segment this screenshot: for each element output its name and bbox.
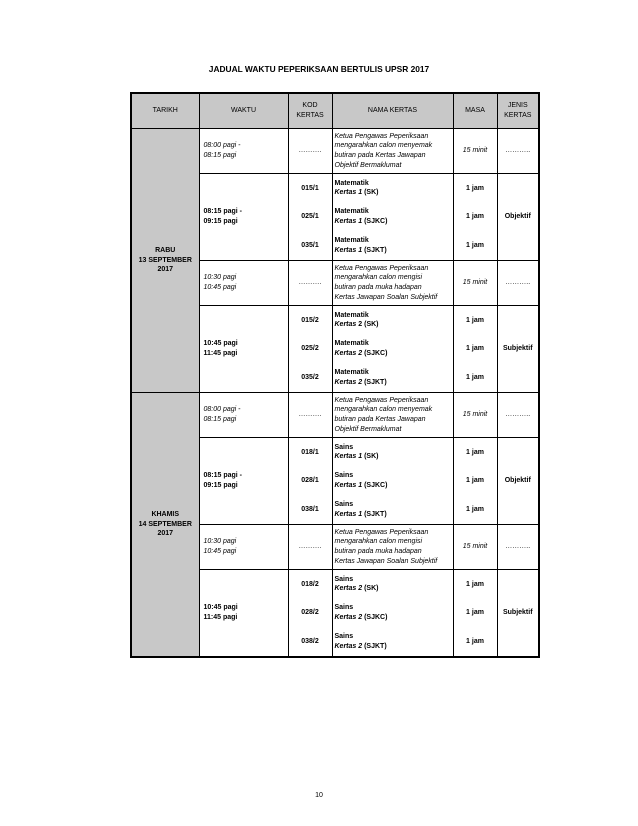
duration: 1 jam: [466, 477, 484, 485]
school-type: (SJKC): [364, 217, 388, 225]
paper-code-cell: ……….: [288, 393, 332, 438]
date-cell: [131, 393, 199, 658]
instruction-line: Ketua Pengawas Peperiksaan: [334, 528, 429, 536]
paper-code: 028/2: [301, 609, 319, 617]
paper-name: [335, 207, 453, 226]
school-type: (SK): [364, 189, 379, 197]
header-jenis-kertas: [497, 93, 539, 129]
time-start: 08:00 pagi -: [203, 406, 241, 414]
paper-code: 018/2: [301, 580, 319, 588]
instruction-line: mengarahkan calon menyemak: [334, 406, 433, 414]
date-year: 2017: [157, 266, 174, 274]
paper-name: [335, 236, 453, 255]
paper-type-cell: Objektif: [497, 438, 539, 525]
time-end: 09:15 pagi: [203, 482, 238, 489]
paper-code-cell: [288, 570, 332, 658]
subject-name: Sains: [334, 443, 354, 451]
school-type: (SJKC): [364, 349, 388, 357]
time-start: 08:15 pagi -: [203, 472, 243, 480]
subject-name: Matematik: [334, 208, 369, 216]
duration-cell: 15 minit: [453, 261, 497, 306]
paper-name-cell: [332, 570, 453, 658]
time-cell: [199, 306, 288, 393]
subject-name: Sains: [334, 472, 354, 480]
table-header-row: [131, 93, 539, 129]
paper-code-cell: ……….: [288, 129, 332, 174]
instruction-line: Kertas Jawapan Soalan Subjektif: [334, 293, 438, 301]
school-type: (SJKT): [364, 378, 387, 386]
duration: 1 jam: [466, 448, 484, 456]
paper-code-cell: [288, 438, 332, 525]
paper-code: 015/1: [301, 184, 319, 192]
school-type: (SJKC): [364, 481, 388, 489]
paper-code: 025/1: [301, 213, 319, 221]
paper-type-cell: Objektif: [497, 174, 539, 261]
paper-code: 038/1: [301, 505, 319, 513]
time-start: 08:00 pagi -: [203, 142, 241, 150]
instruction-line: Objektif Bermaklumat: [334, 425, 402, 433]
time-end: 11:45 pagi: [203, 350, 238, 357]
paper-type-cell: Subjektif: [497, 570, 539, 658]
paper-name: [335, 339, 453, 358]
time-start: 08:15 pagi -: [203, 208, 243, 216]
paper-type-cell: ………..: [497, 525, 539, 570]
subject-name: Sains: [334, 575, 354, 583]
duration: 1 jam: [466, 241, 484, 249]
paper-number: Kertas 1: [334, 217, 363, 225]
time-cell: [199, 438, 288, 525]
instruction-row: [131, 393, 539, 438]
instruction-line: Ketua Pengawas Peperiksaan: [334, 396, 429, 404]
subject-name: Matematik: [334, 340, 369, 348]
school-type: (SK): [364, 321, 379, 329]
paper-name: [335, 500, 453, 519]
instruction-line: mengarahkan calon mengisi: [334, 274, 423, 282]
duration: 1 jam: [466, 637, 484, 645]
duration-cell: 15 minit: [453, 129, 497, 174]
duration: 1 jam: [466, 373, 484, 381]
duration-cell: [453, 306, 497, 393]
duration: 1 jam: [466, 505, 484, 513]
paper-number: Kertas 2: [334, 585, 363, 593]
paper-name-cell: [332, 174, 453, 261]
paper-number: Kertas 1: [334, 189, 363, 197]
paper-name: [335, 311, 453, 330]
paper-code: 018/1: [301, 448, 319, 456]
paper-name-cell: [332, 438, 453, 525]
paper-type-cell: Subjektif: [497, 306, 539, 393]
time-start: 10:30 pagi: [203, 274, 237, 282]
date-day: RABU: [155, 247, 176, 255]
document-title: JADUAL WAKTU PEPERIKSAAN BERTULIS UPSR 2017: [208, 64, 430, 74]
duration: 1 jam: [466, 580, 484, 588]
subject-name: Matematik: [334, 369, 369, 377]
instruction-line: butiran pada Kertas Jawapan: [334, 416, 426, 423]
date-day: KHAMIS: [151, 511, 180, 519]
paper-code: 038/2: [301, 637, 319, 645]
school-type: (SJKT): [364, 642, 387, 650]
instruction-row: [131, 129, 539, 174]
paper-type-cell: ………..: [497, 393, 539, 438]
paper-name-cell: [332, 525, 453, 570]
header-jenis-line2: KERTAS: [504, 112, 532, 119]
subject-name: Sains: [334, 604, 354, 612]
time-end: 10:45 pagi: [203, 284, 237, 291]
paper-number-digit: 2: [358, 321, 363, 329]
time-cell: [199, 261, 288, 306]
duration-cell: [453, 174, 497, 261]
paper-number: Kertas 2: [334, 378, 363, 386]
duration: 1 jam: [466, 316, 484, 324]
paper-name: [335, 575, 453, 594]
school-type: (SJKT): [364, 246, 387, 254]
instruction-line: mengarahkan calon mengisi: [334, 538, 423, 546]
time-cell: [199, 129, 288, 174]
exam-timetable: [130, 92, 540, 658]
paper-name-cell: [332, 261, 453, 306]
paper-number: Kertas 2: [334, 349, 363, 357]
page-number: 10: [315, 792, 323, 799]
header-kod-kertas: [288, 93, 332, 129]
duration-cell: [453, 438, 497, 525]
school-type: (SJKC): [364, 613, 388, 621]
instruction-line: Ketua Pengawas Peperiksaan: [334, 264, 429, 272]
header-kod-line2: KERTAS: [296, 112, 324, 119]
paper-code-cell: [288, 174, 332, 261]
school-type: (SK): [364, 453, 379, 461]
subject-name: Sains: [334, 633, 354, 641]
header-jenis-line1: JENIS: [507, 102, 528, 110]
table-body: [131, 129, 539, 658]
instruction-line: Objektif Bermaklumat: [334, 161, 402, 169]
time-cell: [199, 393, 288, 438]
header-waktu: WAKTU: [199, 93, 288, 129]
instruction-line: Ketua Pengawas Peperiksaan: [334, 132, 429, 140]
paper-type-cell: ………..: [497, 129, 539, 174]
paper-name: [335, 471, 453, 490]
subject-name: Matematik: [334, 311, 369, 319]
instruction-line: mengarahkan calon menyemak: [334, 142, 433, 150]
paper-code-cell: ……….: [288, 525, 332, 570]
paper-name-cell: [332, 129, 453, 174]
subject-name: Sains: [334, 501, 354, 509]
paper-number: Kertas: [334, 321, 357, 329]
time-end: 08:15 pagi: [203, 152, 237, 159]
date-year: 2017: [157, 530, 174, 538]
time-cell: [199, 174, 288, 261]
subject-name: Matematik: [334, 237, 369, 245]
header-masa: MASA: [453, 93, 497, 129]
duration: 1 jam: [466, 213, 484, 221]
time-start: 10:45 pagi: [203, 604, 238, 612]
subject-name: Matematik: [334, 179, 369, 187]
school-type: (SJKT): [364, 510, 387, 518]
paper-code: 035/1: [301, 241, 319, 249]
paper-name-cell: [332, 306, 453, 393]
school-type: (SK): [364, 585, 379, 593]
paper-code-cell: ……….: [288, 261, 332, 306]
paper-number: Kertas 2: [334, 613, 363, 621]
paper-code: 028/1: [301, 477, 319, 485]
paper-name: [335, 443, 453, 462]
time-end: 10:45 pagi: [203, 548, 237, 555]
date-month: 13 SEPTEMBER: [138, 256, 192, 264]
paper-code: 015/2: [301, 316, 319, 324]
date-month: 14 SEPTEMBER: [138, 520, 192, 528]
paper-number: Kertas 1: [334, 510, 363, 518]
instruction-line: Kertas Jawapan Soalan Subjektif: [334, 557, 438, 565]
paper-code: 025/2: [301, 345, 319, 353]
instruction-line: butiran pada Kertas Jawapan: [334, 152, 426, 159]
paper-name: [335, 179, 453, 198]
paper-name-cell: [332, 393, 453, 438]
time-cell: [199, 525, 288, 570]
duration: 1 jam: [466, 609, 484, 617]
instruction-line: butiran pada muka hadapan: [334, 548, 422, 555]
time-start: 10:45 pagi: [203, 340, 238, 348]
paper-number: Kertas 1: [334, 453, 363, 461]
time-end: 09:15 pagi: [203, 218, 238, 225]
time-end: 08:15 pagi: [203, 416, 237, 423]
time-end: 11:45 pagi: [203, 614, 238, 621]
header-tarikh: TARIKH: [131, 93, 199, 129]
paper-code-cell: [288, 306, 332, 393]
paper-name: [335, 632, 453, 651]
paper-name: [335, 603, 453, 622]
duration-cell: 15 minit: [453, 525, 497, 570]
paper-number: Kertas 1: [334, 246, 363, 254]
header-kod-line1: KOD: [302, 102, 318, 110]
paper-code: 035/2: [301, 373, 319, 381]
duration: 1 jam: [466, 345, 484, 353]
time-cell: [199, 570, 288, 658]
header-nama-kertas: NAMA KERTAS: [332, 93, 453, 129]
paper-name: [335, 368, 453, 387]
paper-type-cell: ………..: [497, 261, 539, 306]
date-cell: [131, 129, 199, 393]
paper-number: Kertas 2: [334, 642, 363, 650]
duration-cell: [453, 570, 497, 658]
duration: 1 jam: [466, 184, 484, 192]
duration-cell: 15 minit: [453, 393, 497, 438]
instruction-line: butiran pada muka hadapan: [334, 284, 422, 291]
paper-number: Kertas 1: [334, 481, 363, 489]
time-start: 10:30 pagi: [203, 538, 237, 546]
